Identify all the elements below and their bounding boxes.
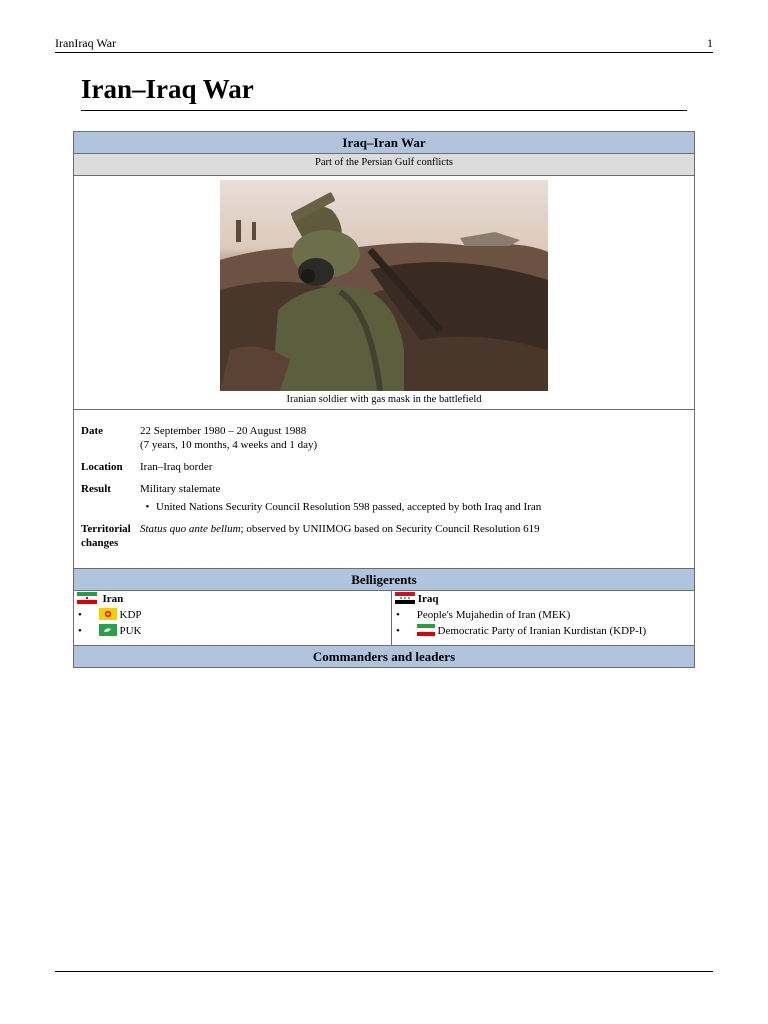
kdpi-flag-icon: [417, 624, 435, 636]
page-number: 1: [707, 36, 713, 50]
territorial-label-line1: Territorial: [81, 523, 131, 535]
belligerent-iraq[interactable]: [395, 591, 691, 607]
footer-divider: [55, 971, 713, 972]
ally-mek[interactable]: [395, 607, 691, 623]
page-title: Iran–Iraq War: [81, 74, 254, 104]
iraq-flag-icon: [395, 592, 415, 604]
territorial-label: [81, 522, 131, 550]
ally-kdpi[interactable]: [395, 623, 691, 639]
iran-flag-icon: [77, 592, 97, 604]
belligerent-iran[interactable]: [77, 591, 389, 607]
kdpi-label[interactable]: Democratic Party of Iranian Kurdistan (KDP-I): [437, 625, 647, 637]
belligerents-left: [77, 591, 389, 639]
soldier-photo[interactable]: [220, 180, 548, 391]
bullet-glyph: •: [78, 609, 82, 621]
puk-label[interactable]: PUK: [119, 625, 142, 637]
infobox-title: Iraq–Iran War: [74, 132, 694, 154]
date-value: [140, 424, 317, 452]
belligerents-heading: Belligerents: [74, 569, 694, 591]
resolution-598-link[interactable]: United Nations Security Council Resolution 598 passed, accepted by both Iraq and Iran: [156, 501, 542, 513]
ally-puk[interactable]: [77, 623, 389, 639]
soldier-photo-illustration: [220, 180, 548, 391]
bullet-glyph: •: [396, 625, 400, 637]
image-caption: Iranian soldier with gas mask in the battlefield: [286, 394, 482, 405]
commanders-heading: Commanders and leaders: [74, 646, 694, 667]
bullet-glyph: •: [140, 501, 150, 513]
kdp-flag-icon: [99, 608, 117, 620]
date-range: 22 September 1980 – 20 August 1988: [140, 425, 307, 437]
iran-label[interactable]: Iran: [102, 593, 124, 605]
infobox-facts: [74, 410, 694, 569]
infobox: [73, 131, 695, 668]
running-header: [55, 36, 713, 53]
location-value[interactable]: Iran–Iraq border: [140, 461, 213, 473]
date-duration: (7 years, 10 months, 4 weeks and 1 day): [140, 439, 318, 451]
kdp-label[interactable]: KDP: [119, 609, 142, 621]
territorial-value: [140, 522, 540, 536]
mek-label[interactable]: People's Mujahedin of Iran (MEK): [416, 609, 571, 621]
result-bullet: [140, 500, 541, 514]
ally-kdp[interactable]: [77, 607, 389, 623]
date-label: Date: [81, 425, 103, 437]
territorial-rest: ; observed by UNIIMOG based on Security Council Resolution 619: [240, 523, 540, 535]
iraq-label[interactable]: Iraq: [417, 593, 439, 605]
location-label: Location: [81, 461, 123, 473]
result-label: Result: [81, 483, 111, 495]
running-title: IranIraq War: [55, 36, 117, 50]
bullet-glyph: •: [78, 625, 82, 637]
status-quo-text[interactable]: Status quo ante bellum: [140, 523, 241, 535]
infobox-image-cell: [74, 176, 694, 410]
bullet-glyph: •: [396, 609, 400, 621]
belligerents-right: [395, 591, 691, 639]
belligerents-body: [74, 591, 694, 646]
title-divider: [81, 110, 687, 111]
puk-flag-icon: [99, 624, 117, 636]
territorial-label-line2: changes: [81, 537, 119, 549]
infobox-subtitle-link[interactable]: Part of the Persian Gulf conflicts: [315, 157, 453, 168]
belligerents-divider: [391, 591, 392, 645]
infobox-subtitle[interactable]: [74, 154, 694, 176]
result-value: Military stalemate: [140, 483, 221, 495]
